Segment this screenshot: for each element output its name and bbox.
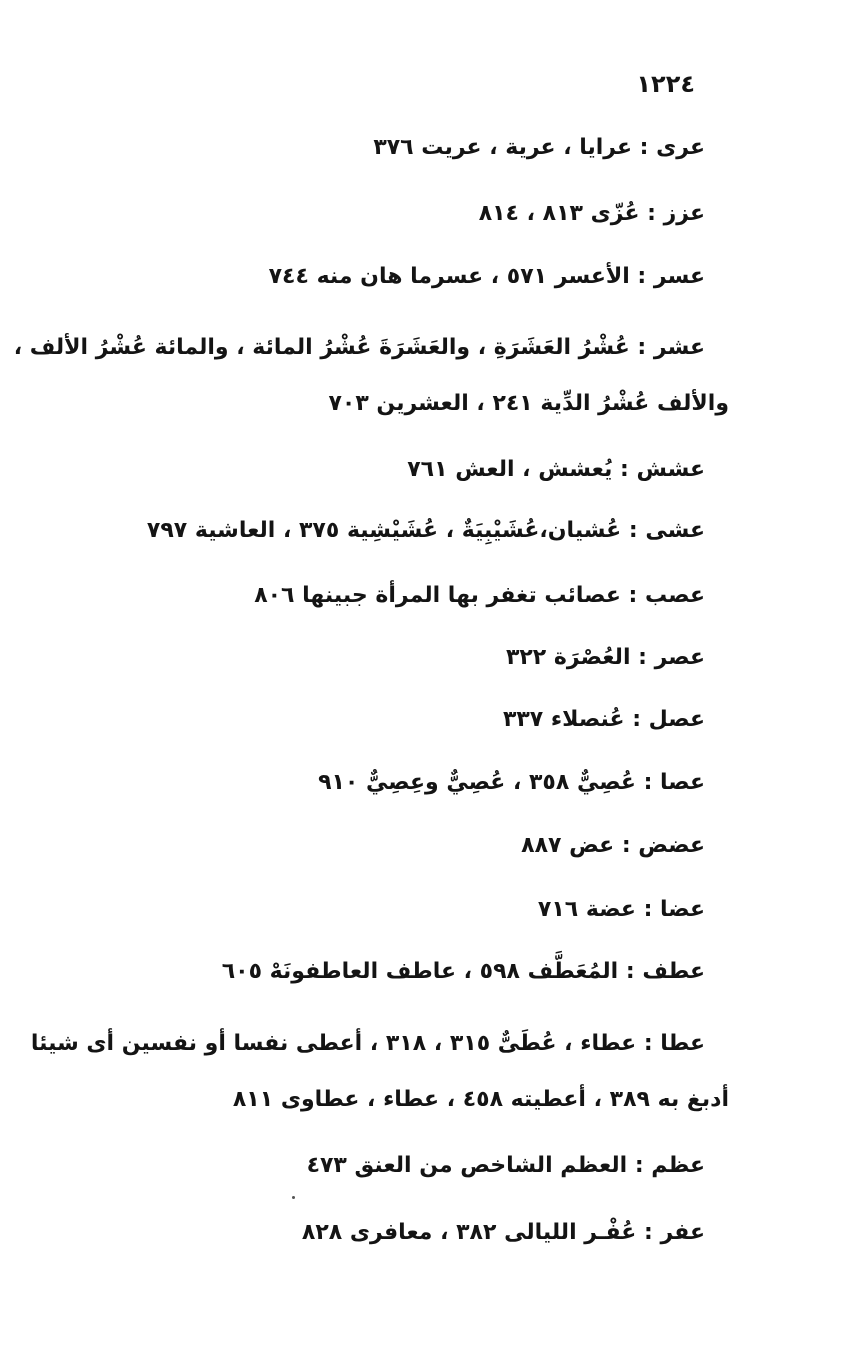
entry-asha xyxy=(147,503,705,559)
entry-text: عطف : المُعَطَّف ٥٩٨ ، عاطف العاطفونَهْ ٦٠٥ xyxy=(221,959,705,984)
entry-text: عسر : الأعسر ٥٧١ ، عسرما هان منه ٧٤٤ xyxy=(268,264,705,289)
entry-ata xyxy=(30,1016,729,1128)
entry-text-continued: والألف عُشْرُ الدِّية ٢٤١ ، العشرين ٧٠٣ xyxy=(328,391,729,416)
entry-text: عصر : العُصْرَة ٣٢٢ xyxy=(505,645,705,670)
entry-text: عصل : عُنصلاء ٣٣٧ xyxy=(502,707,705,732)
entry-azz xyxy=(479,186,705,242)
entry-asl xyxy=(503,692,705,748)
entry-text: عصا : عُصِيٌّ ٣٥٨ ، عُصِيٌّ وعِصِيٌّ ٩١٠ xyxy=(318,770,705,795)
entry-text: عرى : عرايا ، عرية ، عريت ٣٧٦ xyxy=(373,135,705,160)
entry-text-continued: أدبغ به ٣٨٩ ، أعطيته ٤٥٨ ، عطاء ، عطاوى ٨١١ xyxy=(232,1087,729,1112)
entry-asr-2 xyxy=(506,630,705,686)
entry-text: عشى : عُشيان،عُشَيْبِيَةٌ ، عُشَيْشِية ٣٧٥ ، العاشية ٧٩٧ xyxy=(146,518,705,543)
entry-text: عزز : عُزّى ٨١٣ ، ٨١٤ xyxy=(478,201,705,226)
entry-asb xyxy=(254,568,705,624)
entry-azm xyxy=(307,1138,705,1194)
entry-text: عشش : يُعشش ، العش ٧٦١ xyxy=(407,457,705,482)
entry-text: عطا : عطاء ، عُطَىٌّ ٣١٥ ، ٣١٨ ، أعطى نفسا أو نفسين أى شيئا xyxy=(30,1031,705,1056)
entry-atf xyxy=(222,944,705,1000)
entry-text: عصب : عصائب تغفر بها المرأة جبينها ٨٠٦ xyxy=(254,583,705,608)
entry-add xyxy=(521,818,705,874)
entry-ara xyxy=(373,120,705,176)
entry-ashsh xyxy=(407,442,705,498)
entry-asa xyxy=(318,755,705,811)
entry-ada xyxy=(538,882,705,938)
entry-asr xyxy=(269,249,705,305)
entry-text: عضض : عض ٨٨٧ xyxy=(521,833,705,858)
entry-text: عشر : عُشْرُ العَشَرَةِ ، والعَشَرَةَ عُشْرُ المائة ، والمائة عُشْرُ الألف ، xyxy=(13,335,705,360)
entry-afr xyxy=(302,1205,705,1261)
entry-ashr xyxy=(13,320,729,432)
paper-speck xyxy=(292,1196,295,1199)
entry-text: عضا : عضة ٧١٦ xyxy=(537,897,705,922)
entry-text: عفر : عُفْـر الليالى ٣٨٢ ، معافرى ٨٢٨ xyxy=(301,1220,705,1245)
entry-text: عظم : العظم الشاخص من العنق ٤٧٣ xyxy=(306,1153,705,1178)
page-number: ١٢٢٤ xyxy=(636,70,695,98)
